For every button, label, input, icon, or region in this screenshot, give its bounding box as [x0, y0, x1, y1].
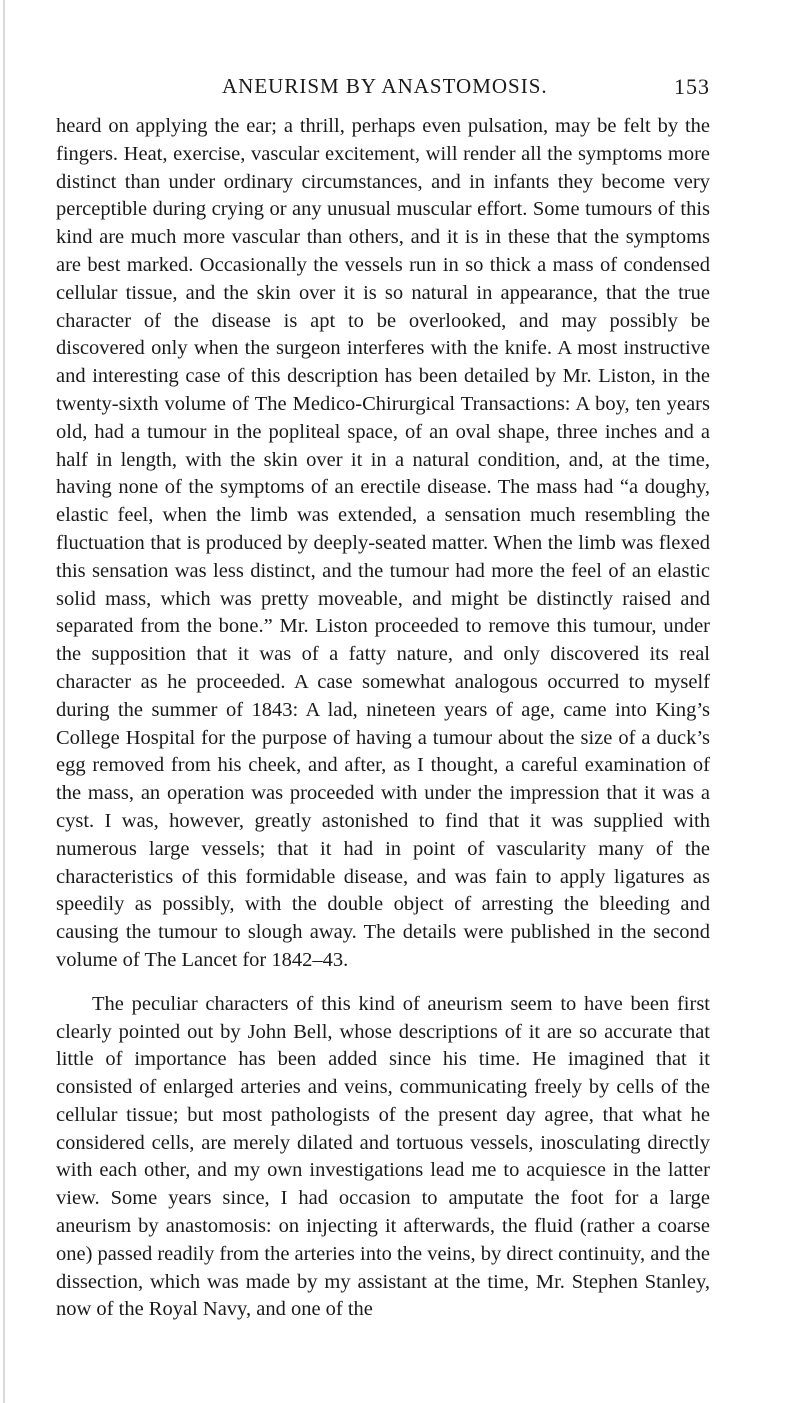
running-title: ANEURISM BY ANASTOMOSIS.: [222, 74, 548, 98]
body-text: [56, 113, 710, 1324]
paragraph-2: The peculiar characters of this kind of aneurism seem to have been first clearly pointed out by John Bell, whose descriptions of it are so accurate that little of importance has been added since his time. He imagined that it consisted of enlarged arteries and veins, communicating freely by cells of the cellular tissue; but most pathologists of the present day agree, that what he considered cells, are merely dilated and tortuous vessels, inosculating directly with each other, and my own investigations lead me to acquiesce in the latter view. Some years since, I had occasion to amputate the foot for a large aneurism by anastomosis: on injecting it afterwards, the fluid (rather a coarse one) passed readily from the arteries into the veins, by direct continuity, and the dissection, which was made by my assistant at the time, Mr. Stephen Stanley, now of the Royal Navy, and one of the: [56, 992, 710, 1321]
page-edge-shadow: [3, 0, 5, 1403]
page-number: 153: [674, 74, 710, 99]
running-head: [222, 74, 710, 104]
paragraph-1: heard on applying the ear; a thrill, perhaps even pulsation, may be felt by the fingers. Heat, exercise, vascular excitement, will render all the symptoms more distinct than under ordinary circumstances, and in infants they become very perceptible during crying or any unusual muscular effort. Some tumours of this kind are much more vascular than others, and it is in these that the symptoms are best marked. Occasionally the vessels run in so thick a mass of condensed cellular tissue, and the skin over it is so natural in appearance, that the true character of the disease is apt to be overlooked, and may possibly be discovered only when the surgeon interferes with the knife. A most instructive and interesting case of this description has been detailed by Mr. Liston, in the twenty-sixth volume of The Medico-Chirurgical Transactions: A boy, ten years old, had a tumour in the popliteal space, of an oval shape, three inches and a half in length, with the skin over it in a natural condition, and, at the time, having none of the symptoms of an erectile disease. The mass had “a doughy, elastic feel, when the limb was extended, a sensation much resembling the fluctuation that is produced by deeply-seated matter. When the limb was flexed this sensation was less distinct, and the tumour had more the feel of an elastic solid mass, which was pretty moveable, and might be distinctly raised and separated from the bone.” Mr. Liston proceeded to remove this tumour, under the supposition that it was of a fatty nature, and only discovered its real character as he proceeded. A case somewhat analogous occurred to myself during the summer of 1843: A lad, nineteen years of age, came into King’s College Hospital for the purpose of having a tumour about the size of a duck’s egg removed from his cheek, and after, as I thought, a careful examination of the mass, an operation was proceeded with under the impression that it was a cyst. I was, however, greatly astonished to find that it was supplied with numerous large vessels; that it had in point of vascularity many of the characteristics of this formidable disease, and was fain to apply ligatures as speedily as possibly, with the double object of arresting the bleeding and causing the tumour to slough away. The details were published in the second volume of The Lancet for 1842–43.: [56, 115, 710, 971]
